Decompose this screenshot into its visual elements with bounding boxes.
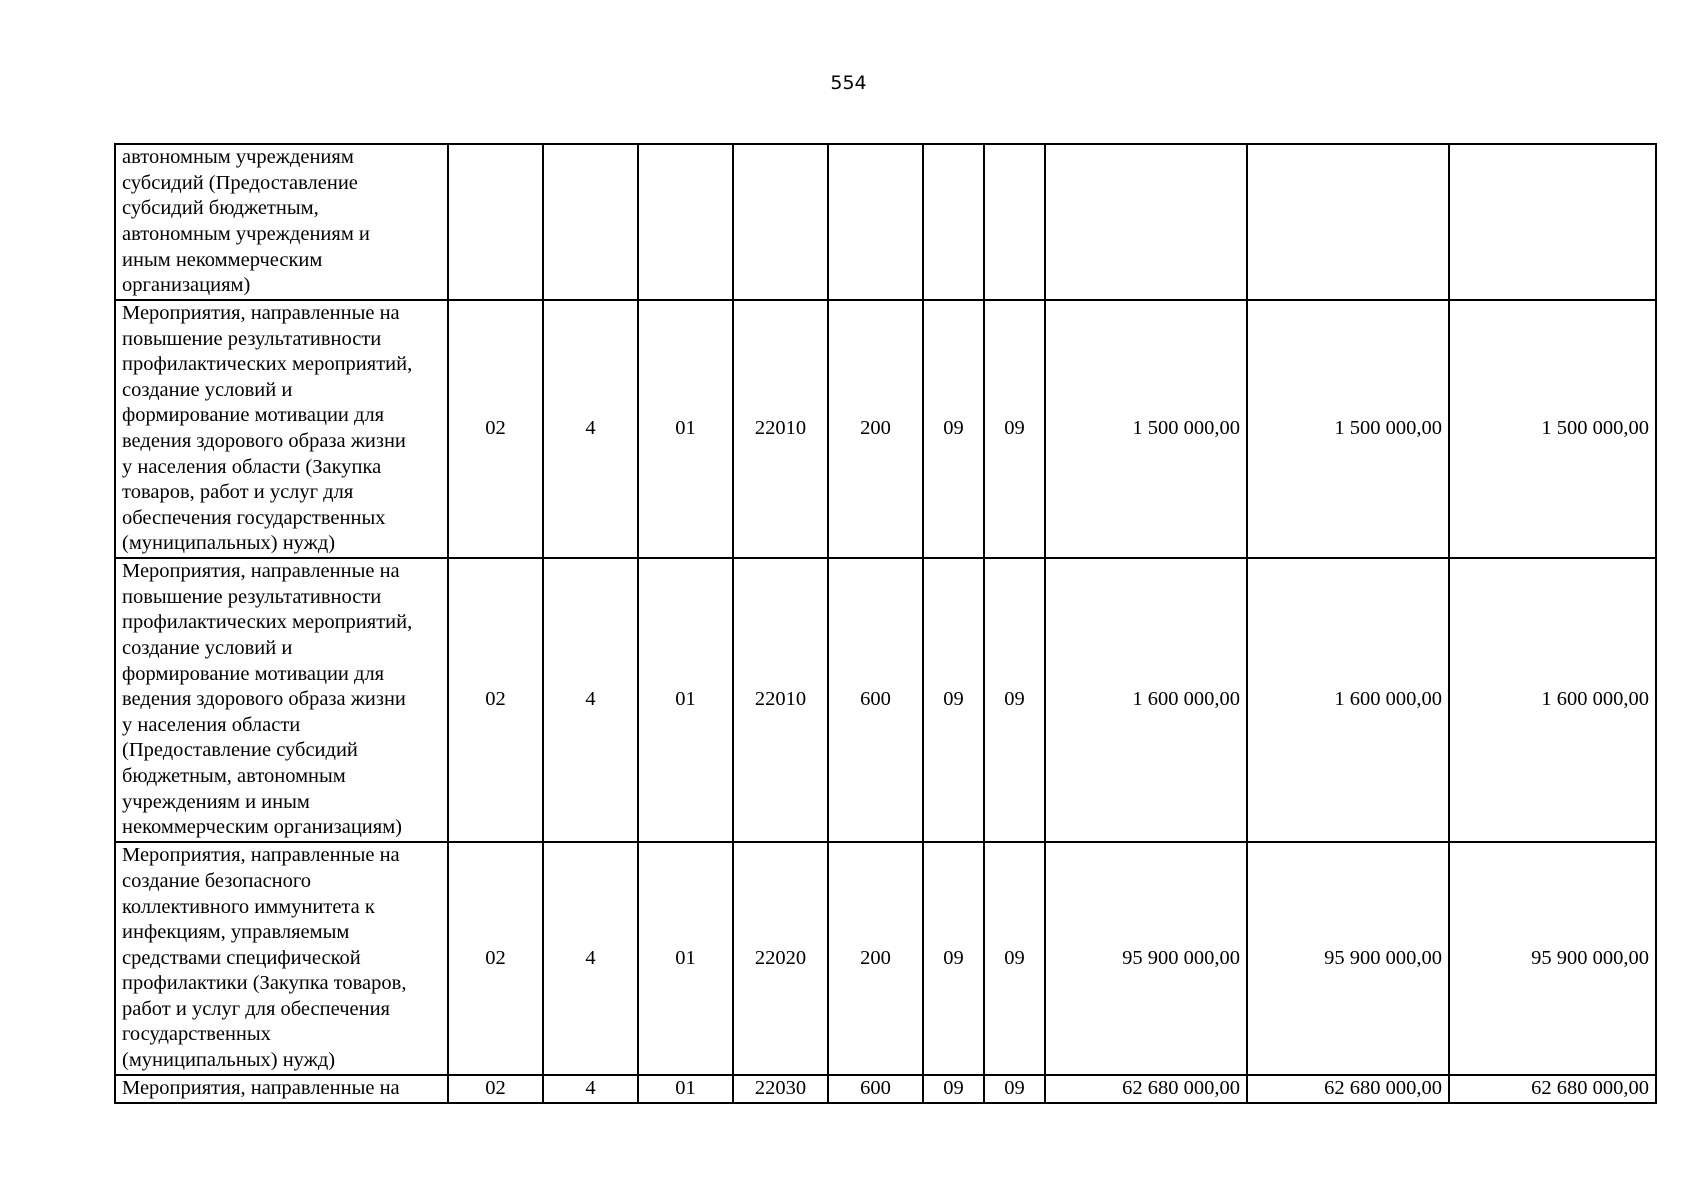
- row-description: Мероприятия, направленные на: [115, 1075, 448, 1103]
- table-row: [115, 1075, 1656, 1103]
- expense-type-code: 200: [828, 300, 923, 558]
- subprogram-code: 4: [543, 1075, 638, 1103]
- expense-type-code: 200: [828, 842, 923, 1075]
- section-code: 09: [923, 558, 984, 842]
- amount-year-1: 1 600 000,00: [1045, 558, 1247, 842]
- amount-year-3: [1449, 144, 1656, 300]
- section-code: 09: [923, 300, 984, 558]
- subprogram-code: [543, 144, 638, 300]
- direction-code: [733, 144, 828, 300]
- amount-year-2: 62 680 000,00: [1247, 1075, 1449, 1103]
- direction-code: 22010: [733, 558, 828, 842]
- subsection-code: [984, 144, 1045, 300]
- main-activity-code: 01: [638, 558, 733, 842]
- row-description: Мероприятия, направленные на повышение результативности профилактических мероприятий, создание условий и формирование мотивации для ведения здорового образа жизни у населения области (Закупка товаров, работ и услуг для обеспечения государственных (муниципальных) нужд): [115, 300, 448, 558]
- program-code: 02: [448, 558, 543, 842]
- subsection-code: 09: [984, 1075, 1045, 1103]
- subprogram-code: 4: [543, 558, 638, 842]
- amount-year-2: [1247, 144, 1449, 300]
- main-activity-code: 01: [638, 1075, 733, 1103]
- program-code: 02: [448, 1075, 543, 1103]
- amount-year-1: 95 900 000,00: [1045, 842, 1247, 1075]
- page-number: 554: [830, 72, 867, 94]
- section-code: [923, 144, 984, 300]
- expense-type-code: 600: [828, 558, 923, 842]
- amount-year-2: 95 900 000,00: [1247, 842, 1449, 1075]
- table-row: [115, 300, 1656, 558]
- main-activity-code: 01: [638, 300, 733, 558]
- table-row: [115, 558, 1656, 842]
- amount-year-1: 62 680 000,00: [1045, 1075, 1247, 1103]
- program-code: 02: [448, 300, 543, 558]
- row-description: Мероприятия, направленные на создание безопасного коллективного иммунитета к инфекциям, управляемым средствами специфической профилактики (Закупка товаров, работ и услуг для обеспечения государственных (муниципальных) нужд): [115, 842, 448, 1075]
- section-code: 09: [923, 1075, 984, 1103]
- direction-code: 22020: [733, 842, 828, 1075]
- expense-type-code: 600: [828, 1075, 923, 1103]
- amount-year-1: [1045, 144, 1247, 300]
- amount-year-1: 1 500 000,00: [1045, 300, 1247, 558]
- amount-year-3: 1 600 000,00: [1449, 558, 1656, 842]
- program-code: [448, 144, 543, 300]
- amount-year-2: 1 600 000,00: [1247, 558, 1449, 842]
- table-row: [115, 842, 1656, 1075]
- subprogram-code: 4: [543, 842, 638, 1075]
- row-description: Мероприятия, направленные на повышение результативности профилактических мероприятий, создание условий и формирование мотивации для ведения здорового образа жизни у населения области (Предоставление субсидий бюджетным, автономным учреждениям и иным некоммерческим организациям): [115, 558, 448, 842]
- subsection-code: 09: [984, 842, 1045, 1075]
- direction-code: 22030: [733, 1075, 828, 1103]
- table-row: [115, 144, 1656, 300]
- subsection-code: 09: [984, 300, 1045, 558]
- direction-code: 22010: [733, 300, 828, 558]
- program-code: 02: [448, 842, 543, 1075]
- expense-type-code: [828, 144, 923, 300]
- row-description: автономным учреждениям субсидий (Предоставление субсидий бюджетным, автономным учреждениям и иным некоммерческим организациям): [115, 144, 448, 300]
- amount-year-3: 95 900 000,00: [1449, 842, 1656, 1075]
- amount-year-3: 1 500 000,00: [1449, 300, 1656, 558]
- amount-year-2: 1 500 000,00: [1247, 300, 1449, 558]
- amount-year-3: 62 680 000,00: [1449, 1075, 1656, 1103]
- section-code: 09: [923, 842, 984, 1075]
- subsection-code: 09: [984, 558, 1045, 842]
- subprogram-code: 4: [543, 300, 638, 558]
- budget-table: [114, 143, 1657, 1104]
- main-activity-code: [638, 144, 733, 300]
- main-activity-code: 01: [638, 842, 733, 1075]
